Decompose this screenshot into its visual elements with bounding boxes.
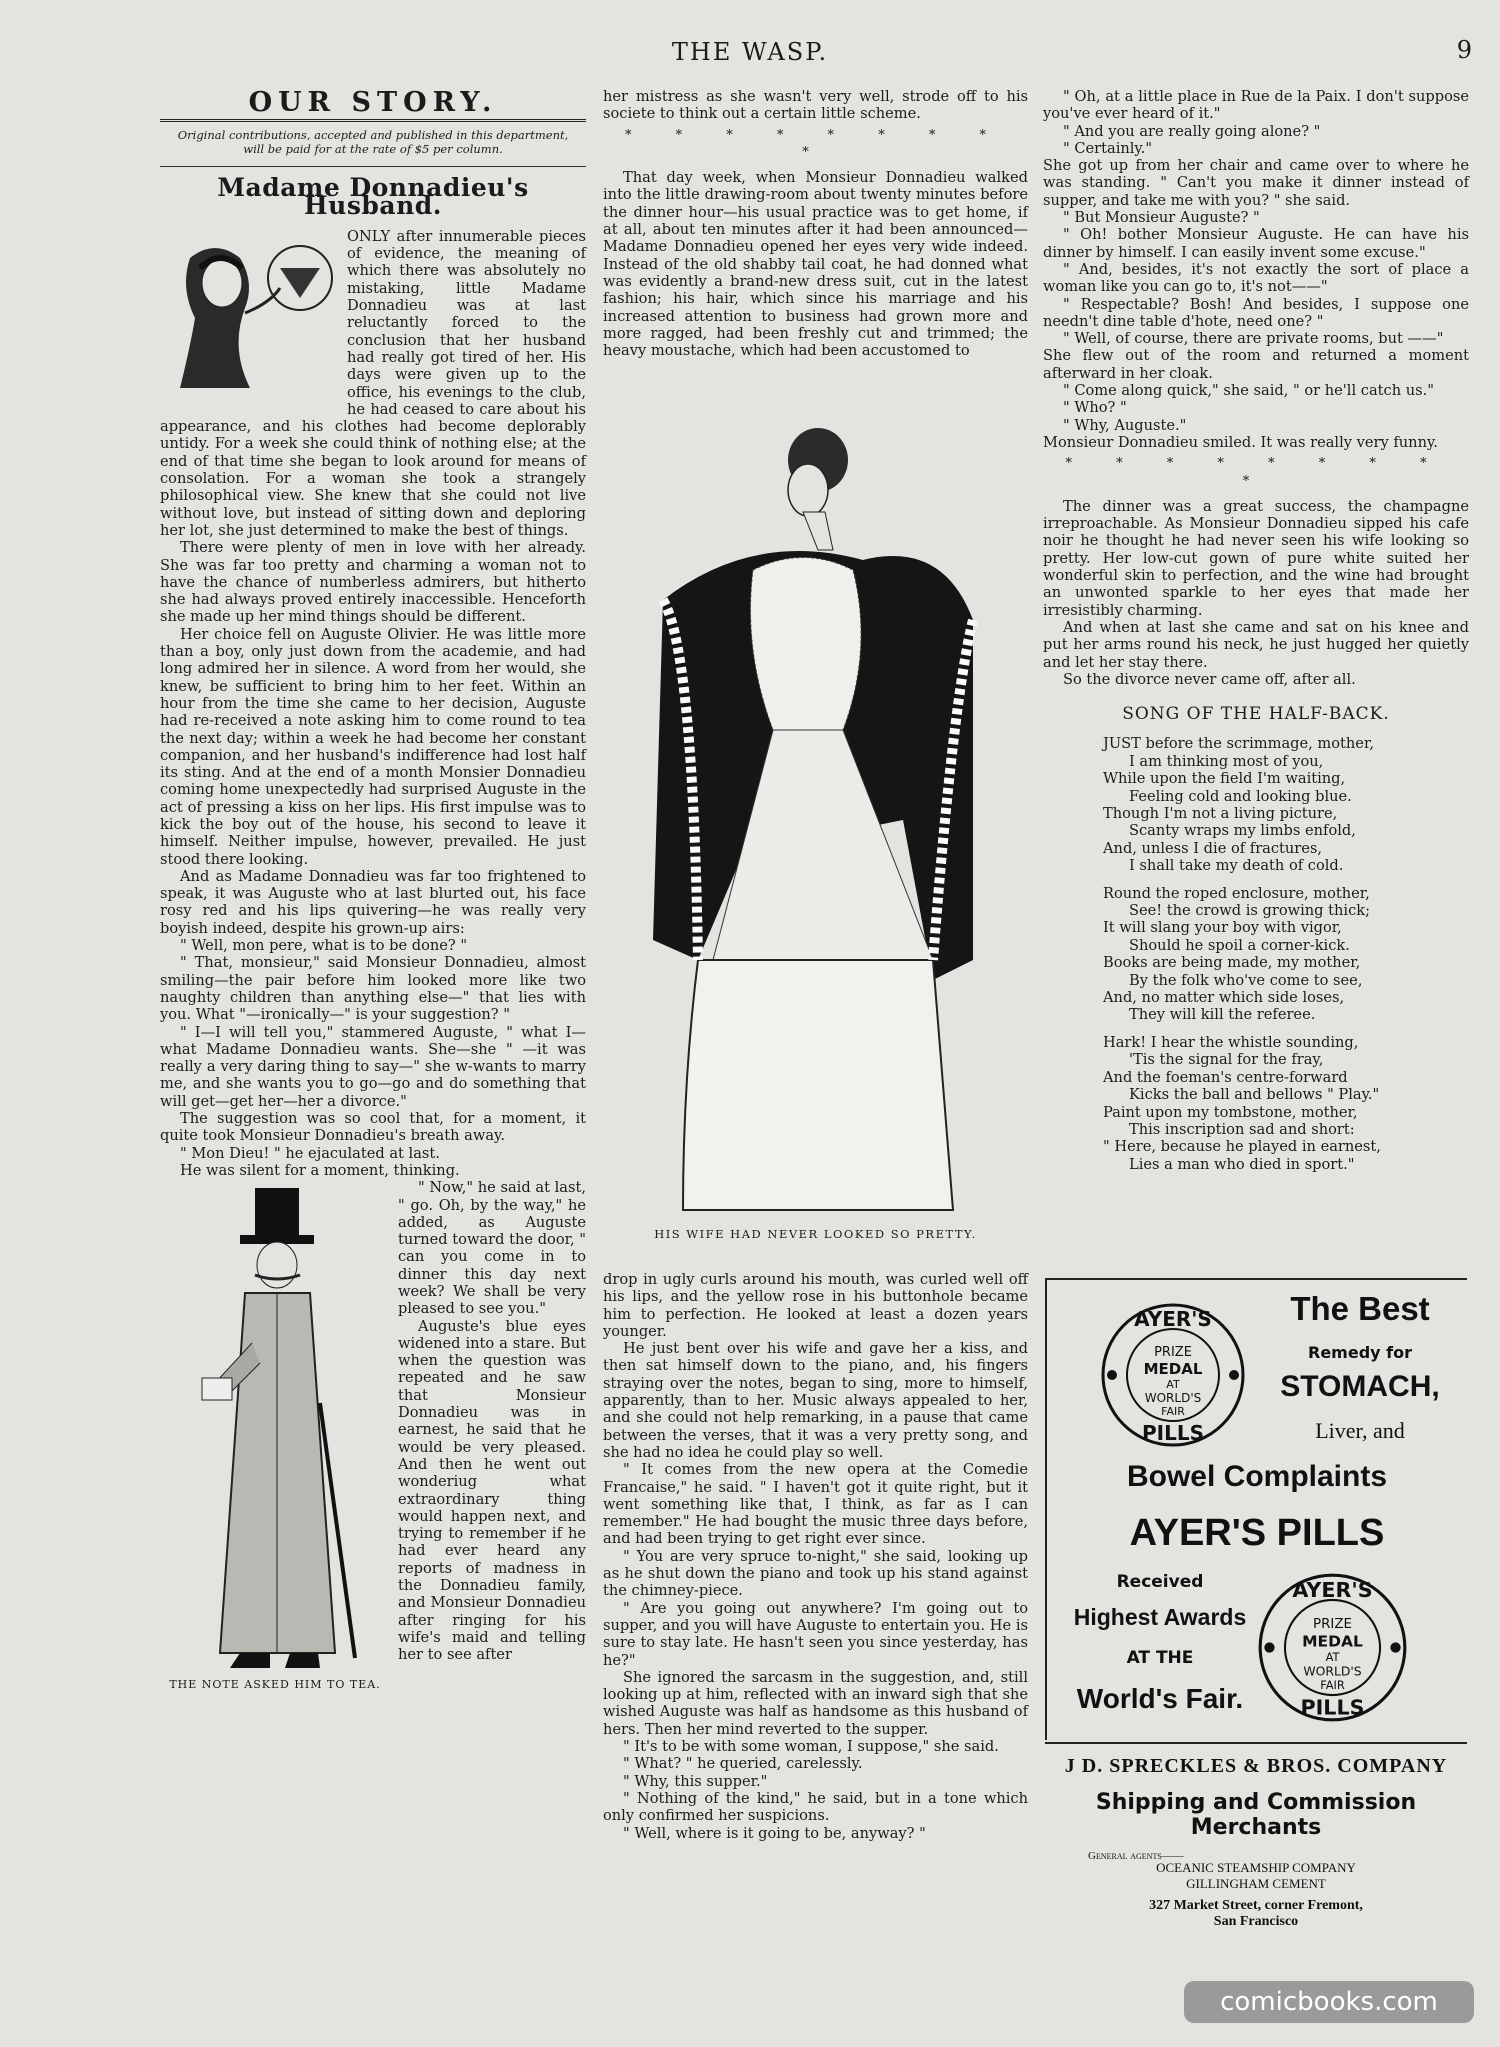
medal-seal-icon: [1098, 1300, 1248, 1450]
poem-line: See! the crowd is growing thick;: [1129, 902, 1371, 920]
story-paragraph: " Nothing of the kind," he said, but in a tone which only confirmed her suspicions.: [603, 1789, 1028, 1825]
story-paragraph: " I—I will tell you," stammered Auguste, " what I—what Madame Donnadieu wants. She—she " —it was really a very daring thing to say—" she w-wants to marry me, and she wants you to go—go and do something that will get—get her—her a divorce.": [160, 1023, 586, 1110]
running-head: THE WASP.: [671, 38, 829, 66]
poem-line: Scanty wraps my limbs enfold,: [1129, 822, 1356, 840]
poem-line: They will kill the referee.: [1129, 1006, 1316, 1024]
story-paragraph: " What? " he queried, carelessly.: [623, 1755, 863, 1773]
column-2: [603, 88, 1028, 359]
poem-line: " Here, because he played in earnest,: [1103, 1138, 1381, 1156]
poem-line: Books are being made, my mother,: [1103, 954, 1361, 972]
story-paragraph: " But Monsieur Auguste? ": [1063, 209, 1260, 227]
story-paragraph: Monsieur Donnadieu smiled. It was really very funny.: [1043, 433, 1438, 451]
story-paragraph: " And, besides, it's not exactly the sort of place a woman like you can go to, it's not——": [1043, 260, 1469, 296]
seal-top-text: AYER'S: [1292, 1577, 1373, 1602]
ad-received: Received: [1116, 1572, 1204, 1592]
ad-liver: Liver, and: [1315, 1418, 1405, 1443]
section-title: OUR STORY.: [248, 87, 498, 118]
story-paragraph: " Well, where is it going to be, anyway? ": [623, 1824, 926, 1842]
ad-the-best: The Best: [1290, 1290, 1430, 1327]
poem-stanza: [1103, 885, 1469, 1024]
story-paragraph: He just bent over his wife and gave her a kiss, and then sat himself down to the piano, and, his fingers straying over the notes, began to sing, more to himself, apparently, than to her. Music always appealed to her, and she could not help remarking, in a pause that came between the verses, that it was a very pretty song, and she had no idea he could play so well.: [603, 1340, 1028, 1461]
poem-line: Paint upon my tombstone, mother,: [1103, 1103, 1358, 1121]
seal-line: FAIR: [1320, 1677, 1345, 1692]
seal-line: MEDAL: [1302, 1632, 1363, 1651]
agent-line: OCEANIC STEAMSHIP COMPANY: [1156, 1860, 1356, 1875]
story-paragraph: There were plenty of men in love with her already. She was far too pretty and charming a woman not to have the chance of numberless admirers, but hitherto she had always proved entirely inaccessible. Henceforth she made up her mind things should be different.: [160, 539, 586, 626]
story-paragraph: " Well, of course, there are private rooms, but ——": [1063, 330, 1444, 348]
story-paragraph: drop in ugly curls around his mouth, was curled well off his lips, and the yellow rose in his buttonhole became him to perfection. He looked at least a dozen years younger.: [603, 1271, 1028, 1340]
ad-worlds-fair: World's Fair.: [1076, 1683, 1244, 1714]
story-paragraph: Auguste's blue eyes widened into a stare. But when the question was repeated and he saw that Monsieur Donnadieu was in earnest, he said that he would be very pleased. And then he went out wonderiug what extraordinary thing would happen next, and trying to remember if he had ever heard any reports of madness in the Donnadieu family, and Monsieur Donnadieu after ringing for his wife's maid and telling her to see after: [398, 1317, 586, 1664]
story-paragraph: " And you are really going alone? ": [1063, 122, 1321, 140]
story-paragraph: " Why, this supper.": [623, 1772, 768, 1790]
story-paragraph: " It comes from the new opera at the Comedie Francaise," he said. " I haven't got it quite right, but it went something like that, I think, as far as I can remember." He had bought the music three days before, and had been trying to get right ever since.: [603, 1461, 1028, 1548]
poem-stanza: [1103, 735, 1469, 874]
credit-rule: [160, 166, 586, 167]
credit-line-2: will be paid for at the rate of $5 per column.: [243, 142, 503, 157]
story-paragraph: " Oh, at a little place in Rue de la Paix. I don't suppose you've ever heard of it.": [1043, 88, 1469, 123]
story-paragraph: her mistress as she wasn't very well, strode off to his societe to think out a certain little scheme.: [603, 88, 1028, 123]
story-paragraph: " It's to be with some woman, I suppose," she said.: [623, 1738, 999, 1756]
seal-line: MEDAL: [1143, 1360, 1203, 1378]
poem-line: Feeling cold and looking blue.: [1129, 787, 1352, 805]
story-paragraph: " Come along quick," she said, " or he'll catch us.": [1063, 382, 1434, 400]
story-paragraph: She flew out of the room and returned a moment afterward in her cloak.: [1043, 347, 1469, 382]
seal-line: PRIZE: [1312, 1616, 1353, 1632]
story-paragraph: And as Madame Donnadieu was far too frightened to speak, it was Auguste who at last blurted out, his face rosy red and his lips quivering—he was really very boyish indeed, despite his grown-up airs:: [160, 867, 586, 937]
column-3: [1043, 88, 1469, 1183]
poem-title: SONG OF THE HALF-BACK.: [1122, 704, 1390, 725]
column-2-lower: [603, 1271, 1028, 1842]
story-paragraph: Her choice fell on Auguste Olivier. He was little more than a boy, only just down from the academie, and had long admired her in silence. A word from her would, she knew, be sufficient to bring him to her feet. Within an hour from the time she came to her decision, Auguste had re-received a note asking him to come round to tea the next day; within a week he had become her constant companion, and her husband's indifference had lost half its sting. And at the end of a month Monsier Donnadieu coming home unexpectedly had surprised Auguste in the act of pressing a kiss on her lips. His first impulse was to kick the boy out of the house, his second to leave it himself. Neither impulse, however, prevailed. He just stood there looking.: [160, 625, 586, 868]
title-rule: [160, 119, 586, 122]
ad-left-border: [1045, 1278, 1047, 1740]
seal-line: WORLD'S: [1144, 1391, 1202, 1405]
poem-line: And, no matter which side loses,: [1103, 989, 1345, 1007]
seal-line: AT: [1166, 1378, 1180, 1391]
poem-line: I am thinking most of you,: [1129, 752, 1324, 770]
seal-bottom-text: PILLS: [1300, 1695, 1365, 1720]
story-paragraph: " Well, mon pere, what is to be done? ": [180, 937, 468, 955]
wife-caption: HIS WIFE HAD NEVER LOOKED SO PRETTY.: [654, 1227, 977, 1241]
ad-ayers-pills: AYER'S PILLS: [1129, 1512, 1385, 1554]
watermark: comicbooks.com: [1184, 1981, 1474, 2023]
seal-line: WORLD'S: [1303, 1663, 1362, 1679]
company-business: Shipping and Commission Merchants: [1095, 1790, 1417, 1840]
poem-line: 'Tis the signal for the fray,: [1129, 1051, 1324, 1069]
story-paragraph: " Now," he said at last, " go. Oh, by the way," he added, as Auguste turned toward the door, " can you come in to dinner this day next week? We shall be very pleased to see you.": [398, 1179, 586, 1318]
company-address: 327 Market Street, corner Fremont,: [1149, 1898, 1363, 1913]
poem-line: Round the roped enclosure, mother,: [1103, 884, 1370, 902]
company-name: J D. SPRECKLES & BROS. COMPANY: [1064, 1755, 1448, 1777]
story-title: Madame Donnadieu's Husband.: [217, 173, 529, 220]
poem-line: Kicks the ball and bellows " Play.": [1129, 1086, 1380, 1104]
poem-line: Though I'm not a living picture,: [1103, 805, 1338, 823]
story-paragraph: " Mon Dieu! " he ejaculated at last.: [180, 1144, 440, 1162]
poem-line: And, unless I die of fractures,: [1103, 839, 1323, 857]
story-paragraph: He was silent for a moment, thinking.: [180, 1161, 460, 1179]
story-paragraph: " Are you going out anywhere? I'm going out to supper, and you will have Auguste to entertain you. He is sure to stay late. He hasn't seen you since yesterday, has he?": [603, 1599, 1028, 1669]
medal-seal-icon: [1255, 1570, 1410, 1725]
story-paragraph: " Certainly.": [1063, 139, 1153, 157]
note-illustration: [160, 1183, 390, 1703]
poem-stanza: [1103, 1034, 1469, 1173]
ad-bowel-complaints: Bowel Complaints: [1126, 1460, 1388, 1493]
poem-line: While upon the field I'm waiting,: [1103, 770, 1346, 788]
company-city: San Francisco: [1213, 1914, 1299, 1929]
spreckles-ad: [1043, 1755, 1469, 1930]
ad-highest-awards: Highest Awards: [1073, 1604, 1247, 1630]
story-paragraph: " Why, Auguste.": [1063, 416, 1187, 434]
story-paragraph: " That, monsieur," said Monsieur Donnadieu, almost smiling—the pair before him looked more like two naughty children than anything else—" that lies with you. What "—ironically—" is your suggestion? ": [160, 954, 586, 1024]
story-paragraph: " You are very spruce to-night," she said, looking up as he shut down the piano and took up his stand against the chimney-piece.: [603, 1547, 1028, 1600]
poem-line: Lies a man who died in sport.": [1129, 1155, 1355, 1173]
story-paragraph: She got up from her chair and came over to where he was standing. " Can't you make it dinner instead of supper, and take me with you? " she said.: [1043, 157, 1469, 209]
story-paragraph: So the divorce never came off, after all.: [1063, 670, 1356, 688]
dropcap-illustration: [160, 228, 335, 398]
poem-line: JUST before the scrimmage, mother,: [1103, 735, 1374, 753]
agent-line: GILLINGHAM CEMENT: [1186, 1876, 1326, 1891]
ad-remedy-for: Remedy for: [1308, 1343, 1412, 1362]
poem-line: Hark! I hear the whistle sounding,: [1103, 1033, 1359, 1051]
poem: [1043, 735, 1469, 1173]
seal-line: FAIR: [1161, 1405, 1185, 1418]
story-paragraph: ONLY after innumerable pieces of evidence, the meaning of which there was absolutely no mistaking, little Madame Donnadieu was at last reluctantly forced to the conclusion that her husband had really got tired of her. His days were given up to the office, his evenings to the club, he had ceased to care about his appearance, and his clothes had become deplorably untidy. For a week she could think of nothing else; at the end of that time she began to look around for means of consolation. For a woman she took a strangely philosophical view. She knew that she could not live without love, but instead of sitting down and deploring her lot, she just determined to make the best of things.: [160, 227, 586, 539]
ad-at-the: AT THE: [1126, 1648, 1194, 1668]
section-break: * * * * * * * * *: [625, 127, 1006, 160]
poem-line: It will slang your boy with vigor,: [1103, 919, 1342, 937]
man-with-note-drawing: [160, 1183, 390, 1673]
prize-medal-seal: [1098, 1300, 1248, 1450]
story-paragraph: And when at last she came and sat on his knee and put her arms round his neck, he just hugged her quietly and let her stay there.: [1043, 618, 1469, 671]
story-paragraph: The dinner was a great success, the champagne irreproachable. As Monsieur Donnadieu sipped his cafe noir he thought he had never seen his wife looking so pretty. Her low-cut gown of pure white suited her wonderful skin to perfection, and the wine had brought an unwonted sparkle to her eyes that made her irresistibly charming.: [1043, 497, 1469, 619]
ad-stomach: STOMACH,: [1280, 1370, 1440, 1403]
poem-line: I shall take my death of cold.: [1129, 857, 1344, 875]
agents-label: General agents——: [1088, 1850, 1184, 1862]
column-1: [160, 88, 586, 1707]
credit-line-1: Original contributions, accepted and published in this department,: [177, 128, 569, 143]
poem-line: And the foeman's centre-forward: [1103, 1068, 1348, 1086]
story-paragraph: " Respectable? Bosh! And besides, I suppose one needn't dine table d'hote, need one? ": [1043, 295, 1469, 330]
note-caption: THE NOTE ASKED HIM TO TEA.: [169, 1677, 381, 1691]
page-number: 9: [1456, 36, 1472, 64]
seal-top-text: AYER'S: [1134, 1307, 1212, 1331]
story-paragraph: She ignored the sarcasm in the suggestion, and, still looking up at him, reflected with an inward sigh that she wished Auguste was half as handsome as this husband of hers. Then her mind reverted to the supper.: [603, 1668, 1028, 1738]
story-paragraph: " Who? ": [1063, 399, 1127, 417]
story-paragraph: The suggestion was so cool that, for a moment, it quite took Monsieur Donnadieu's breath away.: [160, 1110, 586, 1145]
story-paragraph: " Oh! bother Monsieur Auguste. He can have his dinner by himself. I can easily invent some excuse.": [1043, 226, 1469, 261]
seal-line: PRIZE: [1154, 1345, 1192, 1360]
seal-bottom-text: PILLS: [1142, 1421, 1204, 1445]
poem-line: By the folk who've come to see,: [1129, 971, 1363, 989]
wife-illustration: [603, 400, 1028, 1240]
poem-line: This inscription sad and short:: [1129, 1120, 1355, 1138]
seal-line: AT: [1325, 1649, 1340, 1664]
section-break: * * * * * * * * *: [1065, 456, 1447, 489]
story-paragraph: That day week, when Monsieur Donnadieu walked into the little drawing-room about twenty minutes before the dinner hour—his usual practice was to get home, if at all, about ten minutes after it had been announced—Madame Donnadieu opened her eyes very wide indeed. Instead of the old shabby tail coat, he had donned what was evidently a brand-new dress suit, cut in the latest fashion; his hair, which since his marriage and his increased attention to business had grown more and more ragged, had been freshly cut and trimmed; the heavy moustache, which had been accustomed to: [603, 169, 1028, 360]
poem-line: Should he spoil a corner-kick.: [1129, 936, 1350, 954]
prize-medal-seal: [1255, 1570, 1410, 1725]
